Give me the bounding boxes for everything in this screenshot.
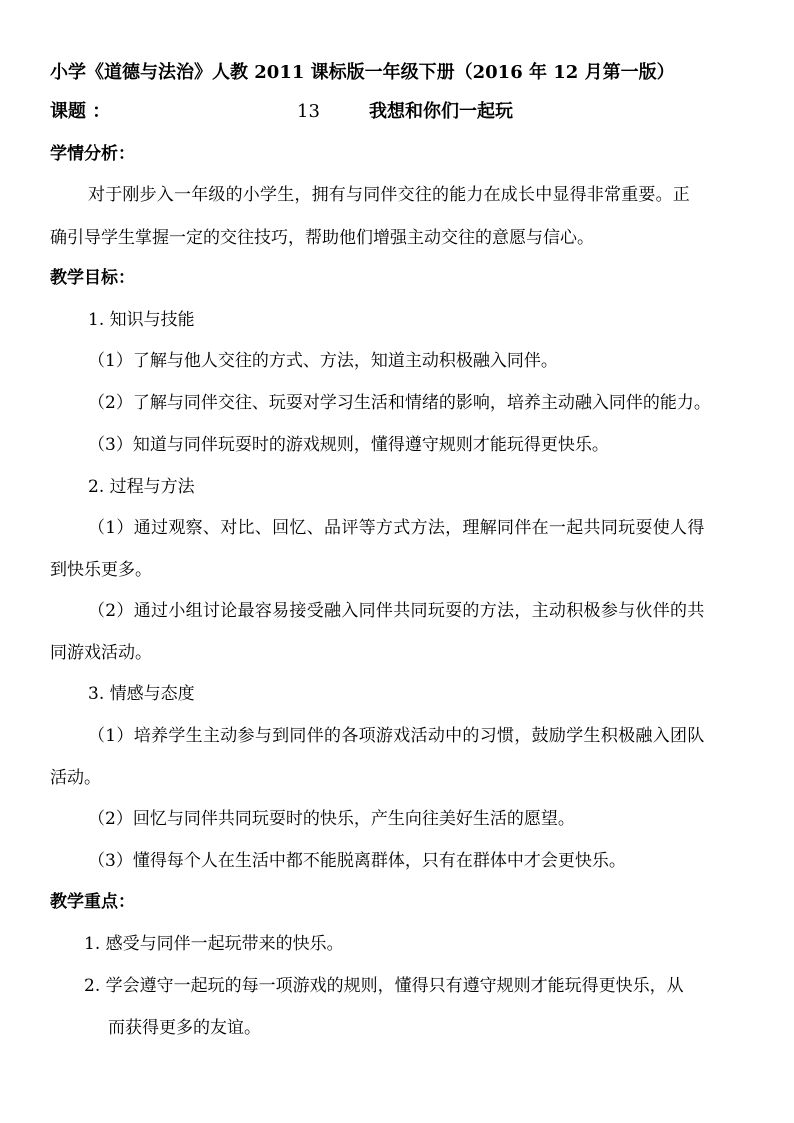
analysis-paragraph-line: 确引导学生掌握一定的交往技巧，帮助他们增强主动交往的意愿与信心。	[50, 228, 594, 248]
key-points-heading: 教学重点：	[50, 892, 135, 912]
goal-item: （2）通过小组讨论最容易接受融入同伴共同玩耍的方法，主动积极参与伙伴的共	[88, 601, 705, 621]
key-point-item: 1. 感受与同伴一起玩带来的快乐。	[84, 934, 344, 954]
goal-item: （3）知道与同伴玩耍时的游戏规则，懂得遵守规则才能玩得更快乐。	[88, 435, 609, 455]
lesson-title: 我想和你们一起玩	[369, 101, 513, 122]
course-header: 小学《道德与法治》人教 2011 课标版一年级下册（2016 年 12 月第一版）	[50, 62, 675, 83]
goal-item: （2）了解与同伴交往、玩耍对学习生活和情绪的影响，培养主动融入同伴的能力。	[88, 393, 711, 413]
analysis-paragraph-line: 对于刚步入一年级的小学生，拥有与同伴交往的能力在成长中显得非常重要。正	[88, 185, 690, 205]
goal-item-continuation: 到快乐更多。	[50, 560, 152, 580]
goal-section-title: 1. 知识与技能	[88, 310, 195, 330]
goal-item: （1）了解与他人交往的方式、方法，知道主动积极融入同伴。	[88, 351, 558, 371]
lesson-label: 课题 ：	[50, 101, 111, 122]
goal-item-continuation: 活动。	[50, 768, 101, 788]
goal-item: （2）回忆与同伴共同玩耍时的快乐，产生向往美好生活的愿望。	[88, 809, 575, 829]
goal-item: （3）懂得每个人在生活中都不能脱离群体，只有在群体中才会更快乐。	[88, 851, 626, 871]
goal-section-title: 3. 情感与态度	[88, 684, 195, 704]
goal-item-continuation: 同游戏活动。	[50, 643, 152, 663]
lesson-number: 13	[297, 101, 320, 122]
key-point-continuation: 而获得更多的友谊。	[108, 1018, 261, 1038]
key-point-item: 2. 学会遵守一起玩的每一项游戏的规则，懂得只有遵守规则才能玩得更快乐，从	[84, 976, 684, 996]
goal-section-title: 2. 过程与方法	[88, 477, 195, 497]
goals-heading: 教学目标：	[50, 268, 135, 288]
goal-item: （1）培养学生主动参与到同伴的各项游戏活动中的习惯，鼓励学生积极融入团队	[88, 726, 705, 746]
goal-item: （1）通过观察、对比、回忆、品评等方式方法，理解同伴在一起共同玩耍使人得	[88, 518, 705, 538]
analysis-heading: 学情分析：	[50, 144, 135, 164]
